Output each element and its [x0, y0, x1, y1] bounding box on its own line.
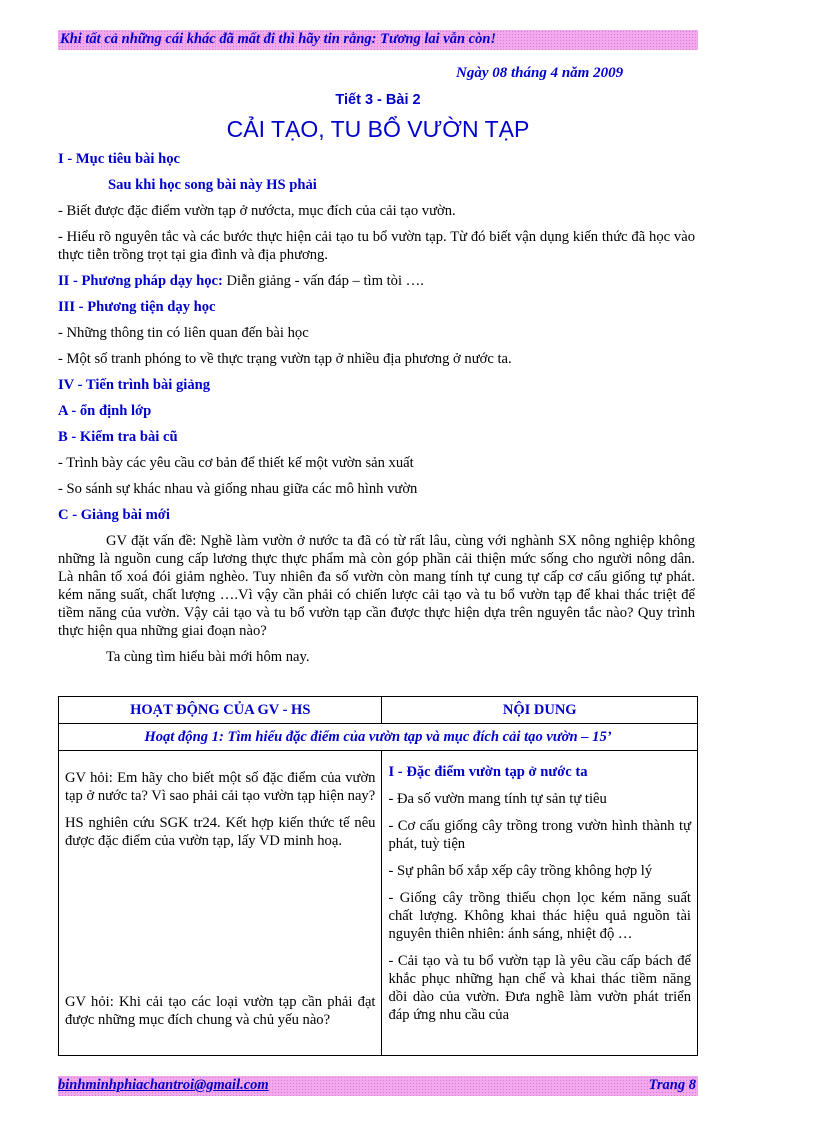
section-materials-heading: III - Phương tiện dạy học [58, 299, 216, 315]
page-number: Trang 8 [648, 1077, 696, 1093]
activities-cell [59, 751, 382, 1056]
footer-band [58, 1076, 698, 1096]
step-a-heading: A - ổn định lớp [58, 403, 152, 419]
section-methods-heading: II - Phương pháp dạy học: [58, 273, 223, 289]
teacher-question: GV hỏi: Em hãy cho biết một số đặc điểm của vườn tạp ở nước ta? Vì sao phải cải tạo vườn tạp hiện nay? [65, 770, 376, 804]
table-header-row [59, 697, 698, 724]
lead-in-text: Ta cùng tìm hiểu bài mới hôm nay. [106, 649, 310, 665]
objective-item: - Hiểu rõ nguyên tắc và các bước thực hiện cải tạo tu bổ vườn tạp. Từ đó biết vận dụng kiến thức đã học vào thực tiễn trồng trọt tại gia đình và địa phương. [58, 229, 695, 263]
section-objectives-heading: I - Mục tiêu bài học [58, 151, 181, 167]
content-item: - Giống cây trồng thiếu chọn lọc kém năng suất chất lượng. Không khai thác hiệu quả nguồn tài nguyên thiên nhiên: ánh sáng, nhiệt độ … [388, 890, 691, 942]
section-procedure-heading: IV - Tiến trình bài giảng [58, 377, 211, 393]
teacher-question: GV hỏi: Khi cải tạo các loại vườn tạp cần phải đạt được những mục đích chung và chủ yếu nào? [65, 994, 376, 1028]
lesson-date: Ngày 08 tháng 4 năm 2009 [456, 65, 624, 81]
materials-item: - Những thông tin có liên quan đến bài học [58, 325, 309, 341]
content-item: - Cơ cấu giống cây trồng trong vườn hình thành tự phát, tuỳ tiện [388, 818, 691, 852]
activity-row [59, 724, 698, 751]
page-title: CẢI TẠO, TU BỔ VƯỜN TẠP [226, 116, 530, 142]
review-item: - So sánh sự khác nhau và giống nhau giữa các mô hình vườn [58, 481, 418, 497]
content-item: - Sự phân bố xắp xếp cây trồng không hợp lý [388, 863, 653, 879]
col-header-activities: HOẠT ĐỘNG CỦA GV - HS [59, 697, 382, 724]
content-item: - Đa số vườn mang tính tự sản tự tiêu [388, 791, 607, 807]
introduction-paragraph: GV đặt vấn đề: Nghề làm vườn ở nước ta đã có từ rất lâu, cùng với nghành SX nông nghiệp không những là nguồn cung cấp lương thực thực phẩm mà còn góp phần cải thiện mức sống cho người nông dân. Là nhân tố xoá đói giảm nghèo. Tuy nhiên đa số vườn còn mang tính tự cung tự cấp cơ cấu giống tự phát. kém năng suất, chất lượng ….Vì vậy cần phải có chiến lược cải tạo và tu bổ vườn tạp để khai thác triệt để tiềm năng của vườn. Vậy cải tạo và tu bổ vườn tạp cần được thực hiện dựa trên nguyên tắc nào? Quy trình thực hiện qua những giai đoạn nào? [58, 533, 695, 639]
methods-text: Diễn giảng - vấn đáp – tìm tòi …. [222, 273, 424, 289]
step-b-heading: B - Kiểm tra bài cũ [58, 429, 178, 445]
content-cell [382, 751, 698, 1056]
objective-item: - Biết được đặc điểm vườn tạp ở nướcta, mục đích của cải tạo vườn. [58, 203, 456, 219]
student-answer: HS nghiên cứu SGK tr24. Kết hợp kiến thức tế nêu được đặc điểm của vườn tạp, lấy VD minh hoạ. [65, 815, 376, 849]
activities-table [58, 696, 698, 1056]
review-item: - Trình bày các yêu cầu cơ bản để thiết kế một vườn sản xuất [58, 455, 414, 471]
step-c-heading: C - Giảng bài mới [58, 507, 170, 523]
content-heading: I - Đặc điểm vườn tạp ở nước ta [388, 764, 588, 780]
objectives-intro: Sau khi học song bài này HS phải [108, 177, 317, 193]
table-row [59, 751, 698, 1056]
lesson-content [58, 150, 695, 674]
activity-1-title: Hoạt động 1: Tìm hiểu đặc điểm của vườn tạp và mục đích cải tạo vườn – 15’ [59, 724, 698, 751]
materials-item: - Một số tranh phóng to về thực trạng vườn tạp ở nhiều địa phương ở nước ta. [58, 351, 512, 367]
content-item: - Cải tạo và tu bổ vườn tạp là yêu cầu cấp bách để khắc phục những hạn chế và khai thác tiềm năng dồi dào của vườn. Đưa nghề làm vườn phát triển đáp ứng nhu cầu của [388, 953, 691, 1023]
col-header-content: NỘI DUNG [382, 697, 698, 724]
header-quote-band [58, 30, 698, 50]
lesson-number: Tiết 3 - Bài 2 [335, 92, 421, 108]
footer-email-link[interactable]: binhminhphiachantroi@gmail.com [58, 1077, 269, 1093]
section-methods [58, 272, 695, 290]
header-quote: Khi tất cả những cái khác đã mất đi thì hãy tin rằng: Tương lai vẫn còn! [60, 31, 497, 47]
